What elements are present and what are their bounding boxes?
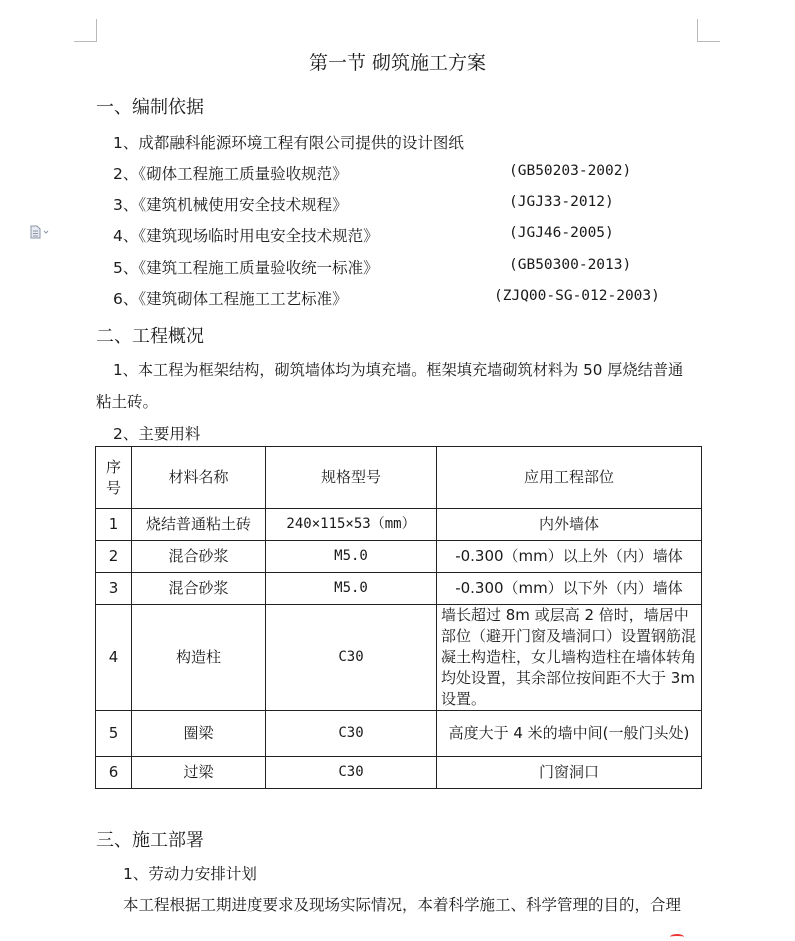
table-row [96,573,702,605]
row-usage: 墙长超过 8m 或层高 2 倍时，墙居中部位（避开门窗及墙洞口）设置钢筋混凝土构造柱，女儿墙构造柱在墙体转角均处设置，其余部位按间距不大于 3m 设置。 [437,605,702,711]
row-no: 6 [96,757,132,789]
materials-table [95,446,702,789]
row-spec: C30 [266,711,437,757]
table-header-row [96,447,702,509]
table-row [96,711,702,757]
row-no: 3 [96,573,132,605]
page-title: 第一节 砌筑施工方案 [308,52,487,74]
basis-code-2: (GB50203-2002) [509,163,632,179]
row-usage: -0.300（mm）以上外（内）墙体 [437,541,702,573]
header-no: 序 号 [96,447,132,509]
document-icon[interactable] [30,224,50,238]
table-row [96,605,702,711]
page-corner-mark-top-left [74,19,97,42]
overview-paragraph-line-2: 粘土砖。 [96,393,159,411]
row-no: 2 [96,541,132,573]
basis-code-6: (ZJQ00-SG-012-2003) [494,288,660,304]
row-spec: 240×115×53（mm） [266,509,437,541]
row-no: 5 [96,711,132,757]
red-mark [670,934,684,940]
deployment-paragraph: 本工程根据工期进度要求及现场实际情况，本着科学施工、科学管理的目的，合理 [123,896,682,914]
overview-paragraph-line-1: 1、本工程为框架结构，砌筑墙体均为填充墙。框架填充墙砌筑材料为 50 厚烧结普通 [113,361,684,379]
basis-item-5: 5、《建筑工程施工质量验收统一标准》 [113,259,379,277]
table-row [96,509,702,541]
table-row [96,541,702,573]
row-spec: C30 [266,605,437,711]
row-name: 混合砂浆 [132,573,266,605]
basis-code-4: (JGJ46-2005) [509,225,614,241]
row-name: 过梁 [132,757,266,789]
deployment-subheading: 1、劳动力安排计划 [123,865,257,883]
basis-item-6: 6、《建筑砌体工程施工工艺标准》 [113,290,348,308]
section-heading-deployment: 三、施工部署 [96,830,204,851]
row-name: 构造柱 [132,605,266,711]
row-no: 4 [96,605,132,711]
row-usage: 内外墙体 [437,509,702,541]
page-corner-mark-top-right [697,19,720,42]
row-usage: -0.300（mm）以下外（内）墙体 [437,573,702,605]
row-spec: M5.0 [266,573,437,605]
row-usage: 门窗洞口 [437,757,702,789]
header-spec: 规格型号 [266,447,437,509]
table-row [96,757,702,789]
basis-item-2: 2、《砌体工程施工质量验收规范》 [113,165,348,183]
section-heading-basis: 一、编制依据 [96,97,204,118]
header-name: 材料名称 [132,447,266,509]
header-usage: 应用工程部位 [437,447,702,509]
row-usage: 高度大于 4 米的墙中间(一般门头处) [437,711,702,757]
row-no: 1 [96,509,132,541]
row-name: 烧结普通粘土砖 [132,509,266,541]
basis-item-4: 4、《建筑现场临时用电安全技术规范》 [113,227,379,245]
basis-code-3: (JGJ33-2012) [509,194,614,210]
basis-code-5: (GB50300-2013) [509,257,632,273]
row-spec: M5.0 [266,541,437,573]
section-heading-overview: 二、工程概况 [96,326,204,347]
row-spec: C30 [266,757,437,789]
basis-item-1: 1、成都融科能源环境工程有限公司提供的设计图纸 [113,134,464,152]
materials-subheading: 2、主要用料 [113,425,201,443]
row-name: 圈梁 [132,711,266,757]
basis-item-3: 3、《建筑机械使用安全技术规程》 [113,196,348,214]
row-name: 混合砂浆 [132,541,266,573]
